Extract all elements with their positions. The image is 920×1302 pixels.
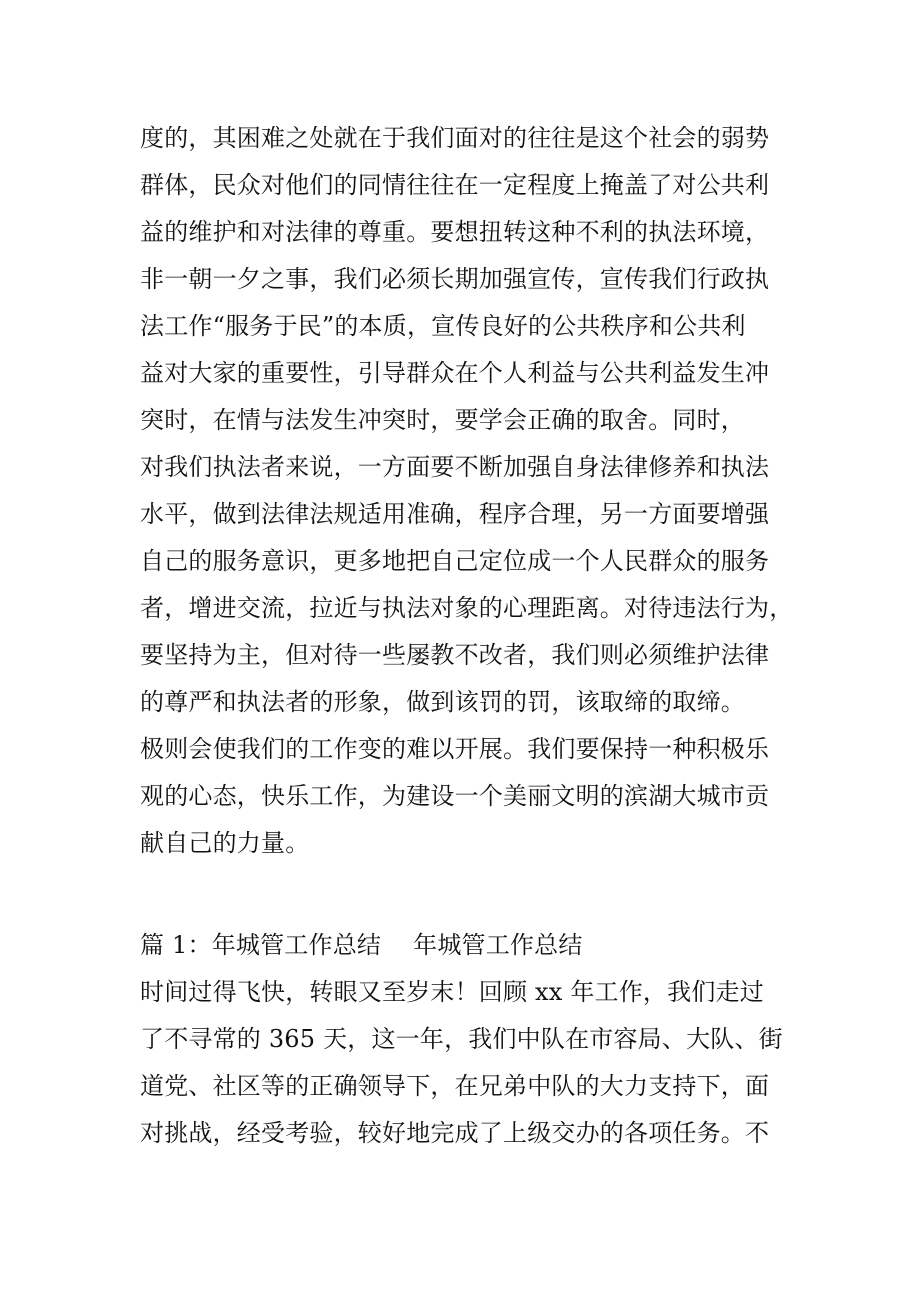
text-line: 水平，做到法律法规适用准确，程序合理，另一方面要增强 [140, 500, 770, 528]
text-line: 者，增进交流，拉近与执法对象的心理距离。对待违法行为， [140, 594, 794, 622]
text-line: 对我们执法者来说，一方面要不断加强自身法律修养和执法 [140, 453, 770, 481]
text-line: 法工作“服务于民”的本质，宣传良好的公共秩序和公共利 [140, 312, 746, 340]
text-line: 观的心态，快乐工作，为建设一个美丽文明的滨湖大城市贡 [140, 782, 770, 810]
text-line: 益的维护和对法律的尊重。要想扭转这种不利的执法环境， [140, 218, 770, 246]
text-line: 突时，在情与法发生冲突时，要学会正确的取舍。同时， [140, 406, 745, 434]
text-line: 要坚持为主，但对待一些屡教不改者，我们则必须维护法律 [140, 641, 770, 669]
text-line: 非一朝一夕之事，我们必须长期加强宣传，宣传我们行政执 [140, 265, 770, 293]
text-line: 了不寻常的 365 天，这一年，我们中队在市容局、大队、街 [140, 1025, 783, 1053]
text-line: 对挑战，经受考验，较好地完成了上级交办的各项任务。不 [140, 1119, 770, 1147]
text-line: 益对大家的重要性，引导群众在个人利益与公共利益发生冲 [140, 359, 770, 387]
text-line: 群体，民众对他们的同情往往在一定程度上掩盖了对公共利 [140, 171, 770, 199]
text-line: 献自己的力量。 [140, 829, 310, 857]
text-line: 的尊严和执法者的形象，做到该罚的罚，该取缔的取缔。 [140, 688, 745, 716]
text-line: 时间过得飞快，转眼又至岁末！回顾 xx 年工作，我们走过 [140, 978, 764, 1006]
text-line: 极则会使我们的工作变的难以开展。我们要保持一种积极乐 [140, 735, 770, 763]
text-line: 自己的服务意识，更多地把自己定位成一个人民群众的服务 [140, 547, 770, 575]
section-heading: 篇 1：年城管工作总结 年城管工作总结 [140, 931, 583, 959]
text-line: 道党、社区等的正确领导下，在兄弟中队的大力支持下，面 [140, 1072, 770, 1100]
text-line: 度的，其困难之处就在于我们面对的往往是这个社会的弱势 [140, 124, 770, 152]
